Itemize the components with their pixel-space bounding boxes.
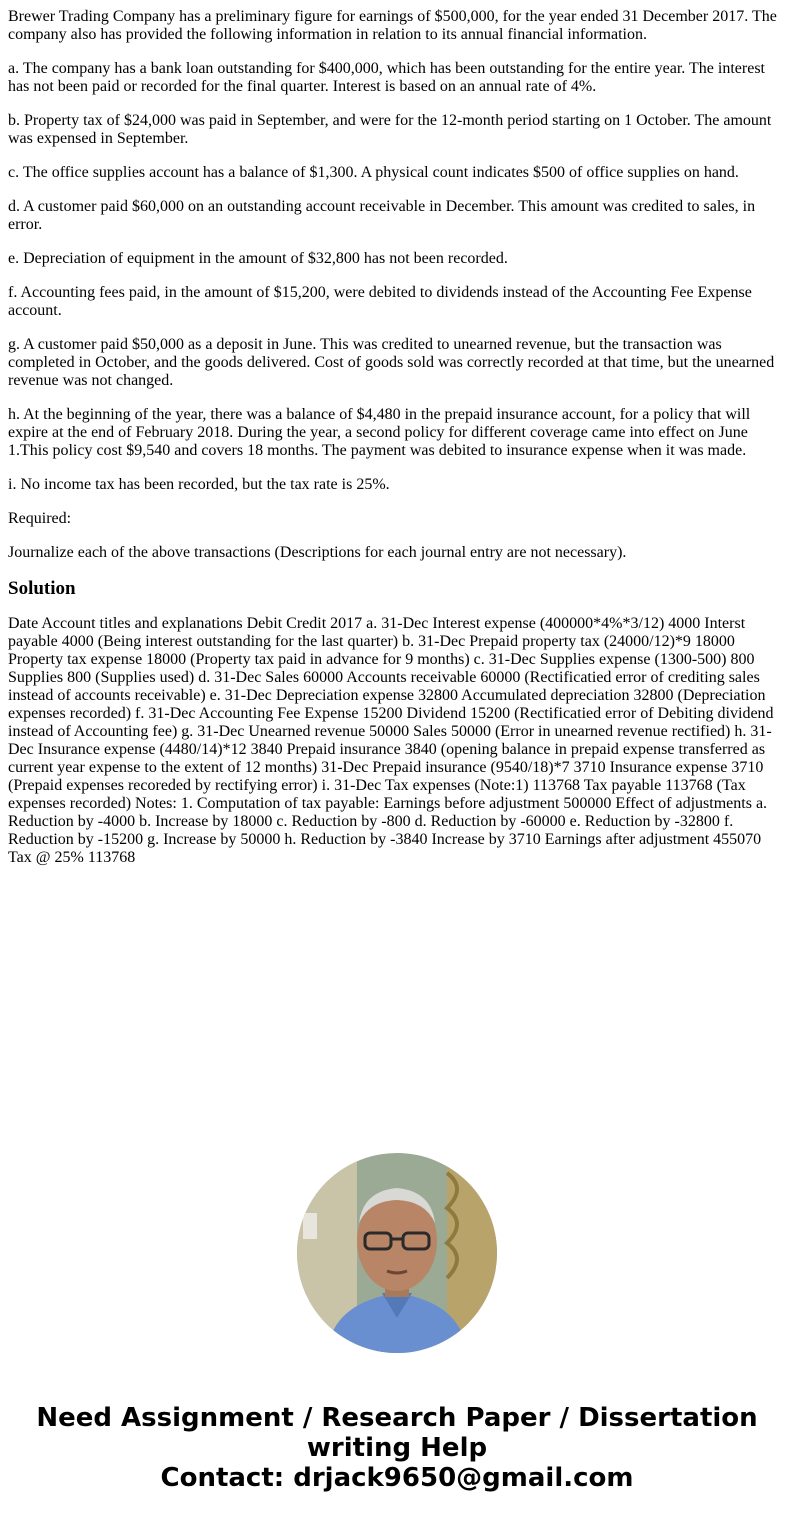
- question-item-d: d. A customer paid $60,000 on an outstanding account receivable in December. This amount was credited to sales, in error.: [8, 198, 756, 233]
- question-item-a: a. The company has a bank loan outstanding for $400,000, which has been outstanding for the entire year. The interest has not been paid or recorded for the final quarter. Interest is based on an annual rate of 4%.: [8, 60, 765, 95]
- required-text: Journalize each of the above transactions (Descriptions for each journal entry are not necessary).: [8, 544, 627, 561]
- promo-contact: Contact: drjack9650@gmail.com: [160, 1463, 634, 1493]
- solution-text: Date Account titles and explanations Debit Credit 2017 a. 31-Dec Interest expense (400000*4%*3/12) 4000 Interst payable 4000 (Being interest outstanding for the last quarter) b. 31-Dec Prepaid property tax (24000/12)*9 18000 Property tax expense 18000 (Property tax paid in advance for 9 months) c. 31-Dec Supplies expense (1300-500) 800 Supplies 800 (Supplies used) d. 31-Dec Sales 60000 Accounts receivable 60000 (Rectificatied error of crediting sales instead of accounts receivable) e. 31-Dec Depreciation expense 32800 Accumulated depreciation 32800 (Depreciation expenses recorded) f. 31-Dec Accounting Fee Expense 15200 Dividend 15200 (Rectificatied error of Debiting dividend instead of Accounting fee) g. 31-Dec Unearned revenue 50000 Sales 50000 (Error in unearned revenue rectified) h. 31-Dec Insurance expense (4480/14)*12 3840 Prepaid insurance 3840 (opening balance in prepaid expense transferred as current year expense to the extent of 12 months) 31-Dec Prepaid insurance (9540/18)*7 3710 Insurance expense 3710 (Prepaid expenses recoreded by rectifying error) i. 31-Dec Tax expenses (Note:1) 113768 Tax payable 113768 (Tax expenses recorded) Notes: 1. Computation of tax payable: Earnings before adjustment 500000 Effect of adjustments a. Reduction by -4000 b. Increase by 18000 c. Reduction by -800 d. Reduction by -60000 e. Reduction by -32800 f. Reduction by -15200 g. Increase by 50000 h. Reduction by -3840 Increase by 3710 Earnings after adjustment 455070 Tax @ 25% 113768: [8, 615, 774, 866]
- promo-banner: [0, 1403, 794, 1493]
- promo-line-1: Need Assignment / Research Paper / Dissertation: [36, 1403, 758, 1433]
- question-item-f: f. Accounting fees paid, in the amount of $15,200, were debited to dividends instead of the Accounting Fee Expense account.: [8, 284, 752, 319]
- question-item-h: h. At the beginning of the year, there was a balance of $4,480 in the prepaid insurance account, for a policy that will expire at the end of February 2018. During the year, a second policy for different coverage came into effect on June 1.This policy cost $9,540 and covers 18 months. The payment was debited to insurance expense when it was made.: [8, 406, 751, 459]
- required-label: Required:: [8, 510, 72, 527]
- author-portrait-image: [297, 1153, 497, 1353]
- question-item-c: c. The office supplies account has a balance of $1,300. A physical count indicates $500 of office supplies on hand.: [8, 164, 739, 181]
- question-item-i: i. No income tax has been recorded, but the tax rate is 25%.: [8, 476, 390, 493]
- question-item-g: g. A customer paid $50,000 as a deposit in June. This was credited to unearned revenue, but the transaction was completed in October, and the goods delivered. Cost of goods sold was correctly recorded at that time, but the unearned revenue was not changed.: [8, 336, 775, 389]
- promo-line-2: writing Help: [306, 1433, 488, 1463]
- question-intro: Brewer Trading Company has a preliminary figure for earnings of $500,000, for the year ended 31 December 2017. The company also has provided the following information in relation to its annual financial information.: [8, 8, 777, 43]
- question-item-e: e. Depreciation of equipment in the amount of $32,800 has not been recorded.: [8, 250, 508, 267]
- author-avatar: [297, 1153, 497, 1353]
- solution-heading: Solution: [8, 578, 76, 599]
- question-item-b: b. Property tax of $24,000 was paid in September, and were for the 12-month period starting on 1 October. The amount was expensed in September.: [8, 112, 772, 147]
